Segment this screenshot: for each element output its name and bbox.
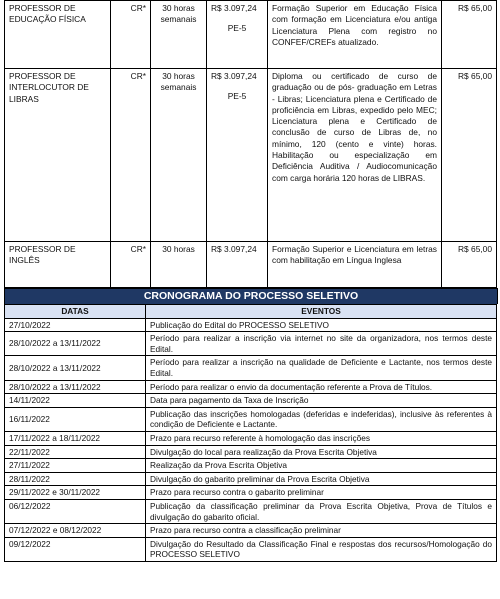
evento-cell: Período para realizar o envio da documentação referente a Prova de Títulos. [146, 380, 497, 394]
evento-cell: Período para realizar a inscrição na qualidade de Deficiente e Lactante, nos termos deste Edital. [146, 356, 497, 380]
cronograma-row [5, 380, 497, 394]
data-cell: 29/11/2022 e 30/11/2022 [5, 486, 146, 500]
evento-cell: Publicação das inscrições homologadas (deferidas e indeferidas), inclusive às referentes à condição de Deficiente e Lactante. [146, 407, 497, 431]
evento-cell: Divulgação do Resultado da Classificação Final e respostas dos recursos/Homologação do PROCESSO SELETIVO [146, 537, 497, 561]
data-cell: 28/10/2022 a 13/11/2022 [5, 356, 146, 380]
data-cell: 27/10/2022 [5, 318, 146, 332]
salario-value: R$ 3.097,24 [211, 3, 257, 13]
cronograma-row [5, 486, 497, 500]
data-cell: 09/12/2022 [5, 537, 146, 561]
cronograma-row [5, 332, 497, 356]
cronograma-row [5, 318, 497, 332]
evento-cell: Publicação da classificação preliminar da Prova Escrita Objetiva, Prova de Títulos e divulgação do gabarito oficial. [146, 499, 497, 523]
eventos-header: EVENTOS [146, 305, 497, 319]
nivel-value: PE-5 [227, 23, 247, 34]
data-cell: 27/11/2022 [5, 459, 146, 473]
data-cell: 14/11/2022 [5, 394, 146, 408]
data-cell: 16/11/2022 [5, 407, 146, 431]
job-row [5, 69, 497, 242]
carga-cell: 30 horas [151, 242, 207, 288]
jobs-table [4, 0, 497, 288]
data-cell: 22/11/2022 [5, 445, 146, 459]
carga-cell: 30 horas semanais [151, 1, 207, 69]
vagas-cell: CR* [111, 69, 151, 242]
data-cell: 17/11/2022 a 18/11/2022 [5, 431, 146, 445]
data-cell: 06/12/2022 [5, 499, 146, 523]
salario-value: R$ 3.097,24 [211, 71, 257, 81]
job-row [5, 242, 497, 288]
requisitos-cell: Diploma ou certificado de curso de graduação ou de pós- graduação em Letras - Libras; Licenciatura plena e Certificado de proficiência em Libras, expedido pelo MEC; Licenciatura plena e Certificado de conclusão de curso de Libras de, no mínimo, 120 (cento e vinte) horas. Habilitação ou especialização em Deficiência Auditiva / Audiocomunicação com carga horária 120 horas de LIBRAS. [268, 69, 442, 242]
job-row [5, 1, 497, 69]
salario-cell [207, 242, 268, 288]
salario-cell [207, 1, 268, 69]
cargo-cell: PROFESSOR DE EDUCAÇÃO FÍSICA [5, 1, 111, 69]
cronograma-row [5, 524, 497, 538]
cronograma-row [5, 431, 497, 445]
data-cell: 28/10/2022 a 13/11/2022 [5, 380, 146, 394]
cronograma-row [5, 356, 497, 380]
data-cell: 28/11/2022 [5, 472, 146, 486]
requisitos-cell: Formação Superior em Educação Física com formação em Licenciatura e/ou antiga Licenciatura Plena com registro no CONFEF/CREFs atualizado. [268, 1, 442, 69]
salario-value: R$ 3.097,24 [211, 244, 257, 254]
evento-cell: Divulgação do local para realização da Prova Escrita Objetiva [146, 445, 497, 459]
taxa-cell: R$ 65,00 [442, 242, 497, 288]
taxa-cell: R$ 65,00 [442, 1, 497, 69]
cronograma-header-row [5, 305, 497, 319]
evento-cell: Publicação do Edital do PROCESSO SELETIVO [146, 318, 497, 332]
evento-cell: Divulgação do gabarito preliminar da Prova Escrita Objetiva [146, 472, 497, 486]
requisitos-cell: Formação Superior e Licenciatura em letras com habilitação em Língua Inglesa [268, 242, 442, 288]
cronograma-row [5, 499, 497, 523]
taxa-cell: R$ 65,00 [442, 69, 497, 242]
cronograma-row [5, 407, 497, 431]
cargo-cell: PROFESSOR DE INTERLOCUTOR DE LIBRAS [5, 69, 111, 242]
cronograma-row [5, 394, 497, 408]
vagas-cell: CR* [111, 1, 151, 69]
evento-cell: Prazo para recurso contra a classificação preliminar [146, 524, 497, 538]
evento-cell: Data para pagamento da Taxa de Inscrição [146, 394, 497, 408]
cargo-cell: PROFESSOR DE INGLÊS [5, 242, 111, 288]
evento-cell: Realização da Prova Escrita Objetiva [146, 459, 497, 473]
cronograma-row [5, 472, 497, 486]
datas-header: DATAS [5, 305, 146, 319]
evento-cell: Prazo para recurso contra o gabarito preliminar [146, 486, 497, 500]
nivel-value: PE-5 [227, 91, 247, 102]
carga-cell: 30 horas semanais [151, 69, 207, 242]
vagas-cell: CR* [111, 242, 151, 288]
evento-cell: Período para realizar a inscrição via internet no site da organizadora, nos termos deste Edital. [146, 332, 497, 356]
cronograma-title: CRONOGRAMA DO PROCESSO SELETIVO [4, 288, 498, 304]
data-cell: 28/10/2022 a 13/11/2022 [5, 332, 146, 356]
cronograma-row [5, 459, 497, 473]
data-cell: 07/12/2022 e 08/12/2022 [5, 524, 146, 538]
cronograma-table [4, 304, 497, 562]
salario-cell [207, 69, 268, 242]
evento-cell: Prazo para recurso referente à homologação das inscrições [146, 431, 497, 445]
cronograma-row [5, 537, 497, 561]
cronograma-row [5, 445, 497, 459]
